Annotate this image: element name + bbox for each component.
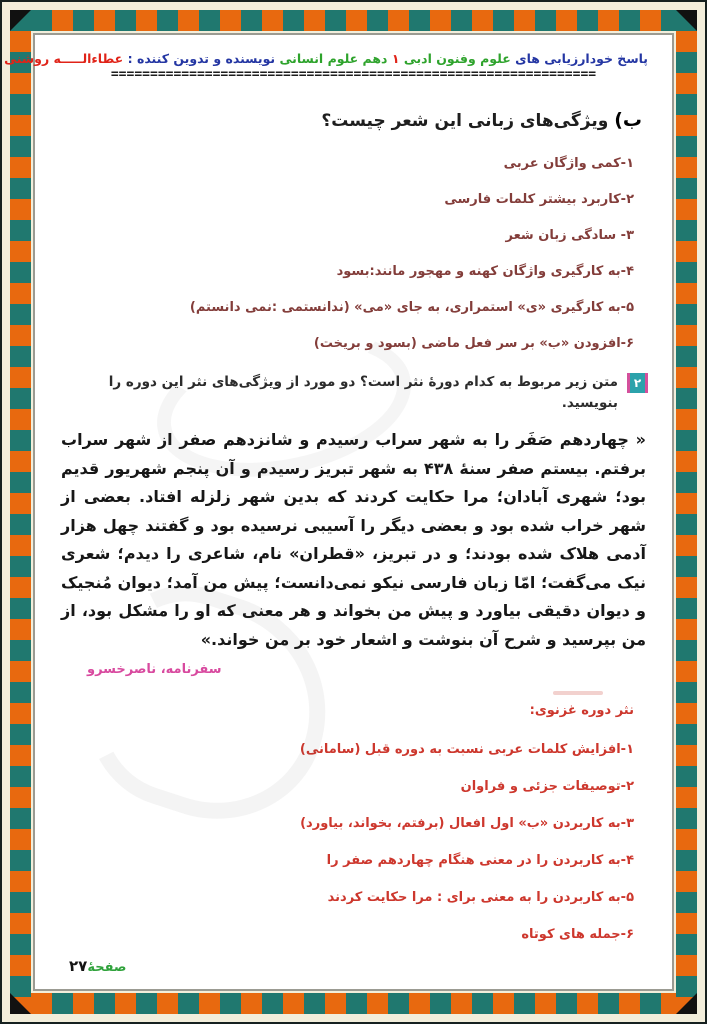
question-b-text: ویژگی‌های زبانی این شعر چیست؟ xyxy=(321,111,609,131)
answer-item: ۲-کاربرد بیشتر کلمات فارسی xyxy=(444,192,634,207)
question-number-badge: ۲ xyxy=(627,373,648,393)
frame-strip-top xyxy=(10,10,697,31)
document-header xyxy=(4,45,648,66)
question-b-answer-list xyxy=(59,156,648,351)
answer-item: ۱-کمی واژگان عربی xyxy=(503,156,634,171)
answer-item: ۵-به کارگیری «ی» استمراری، به جای «می» (ندانستمی :نمی دانستم) xyxy=(189,300,634,315)
header-subject: علوم وفنون ادبی xyxy=(403,51,511,66)
document-sheet xyxy=(4,33,674,991)
answer-item: ۳- سادگی زبان شعر xyxy=(505,228,634,243)
page-number-word: صفحهٔ xyxy=(87,960,127,975)
frame-strip-left xyxy=(10,10,31,1014)
header-author-label: نویسنده و تدوین کننده : xyxy=(127,51,276,66)
question-b-label: ب) xyxy=(614,109,642,131)
header-author: عطاءالـــــه روشنی xyxy=(4,51,124,66)
question-b-title xyxy=(59,109,642,131)
answer-item: ۲-توصیفات جزئی و فراوان xyxy=(460,779,634,794)
answer-item: ۴-به کارگیری واژگان کهنه و مهجور مانند:بسود xyxy=(336,264,634,279)
answer-item: ۴-به کاربردن را در معنی هنگام چهاردهم صفر را xyxy=(326,853,634,868)
answer-item: ۳-به کاربردن «ب» اول افعال (برفتم، بخواند، بیاورد) xyxy=(300,816,634,831)
frame-strip-bottom xyxy=(10,993,697,1014)
passage-source: سفرنامه، ناصرخسرو xyxy=(87,662,222,677)
header-title-prefix: پاسخ خودارزیابی های xyxy=(515,51,648,66)
question-2 xyxy=(59,372,648,414)
question-2-passage: « چهاردهم صَفَر را به شهر سراب رسیدم و شانزدهم صفر از شهر سراب برفتم. بیستم صفر سنهٔ ۴۳۸ به شهر تبریز رسیدم و آن پنجم شهریور قدیم بود؛ شهری آبادان؛ مرا حکایت کردند که بدین شهر زلزله افتاد. بعضی از شهر خراب شده بود و بعضی دیگر را آسیبی نرسیده بود و گفتند چهل هزار آدمی هلاک شده بودند؛ و در تبریز، «قطران» نام، شاعری را دیدم؛ شعری نیک می‌گفت؛ امّا زبان فارسی نیکو نمی‌دانست؛ پیش من آمد؛ دیوان مُنجیک و دیوان دقیقی بیاورد و پیش من بخواند و هر معنی که او را مشکل بود، از من بپرسید و شرح آن بنوشت و اشعار خود بر من خواند.» xyxy=(61,430,647,649)
header-separator: ============================================================== xyxy=(110,67,597,82)
answer-item: ۶-افزودن «ب» بر سر فعل ماضی (بسود و بریخت) xyxy=(313,336,634,351)
header-grade-number: ۱ xyxy=(391,51,400,66)
answer-item: ۵-به کاربردن را به معنی برای : مرا حکایت کردند xyxy=(327,890,634,905)
question-2-answer-heading: نثر دوره غزنوی: xyxy=(529,703,634,718)
faint-pen-mark xyxy=(553,691,603,695)
answer-item: ۱-افزایش کلمات عربی نسبت به دوره قبل (سامانی) xyxy=(299,742,634,757)
question-2-prompt: متن زیر مربوط به کدام دورهٔ نثر است؟ دو مورد از ویژگی‌های نثر این دوره را بنویسید. xyxy=(108,374,618,411)
question-2-answer-list xyxy=(59,742,648,942)
frame-strip-right xyxy=(676,10,697,1014)
page-number-value: ۲۷ xyxy=(69,957,88,975)
answer-item: ۶-جمله های کوتاه xyxy=(521,927,634,942)
page-number xyxy=(69,956,126,975)
header-grade: دهم علوم انسانی xyxy=(279,51,388,66)
